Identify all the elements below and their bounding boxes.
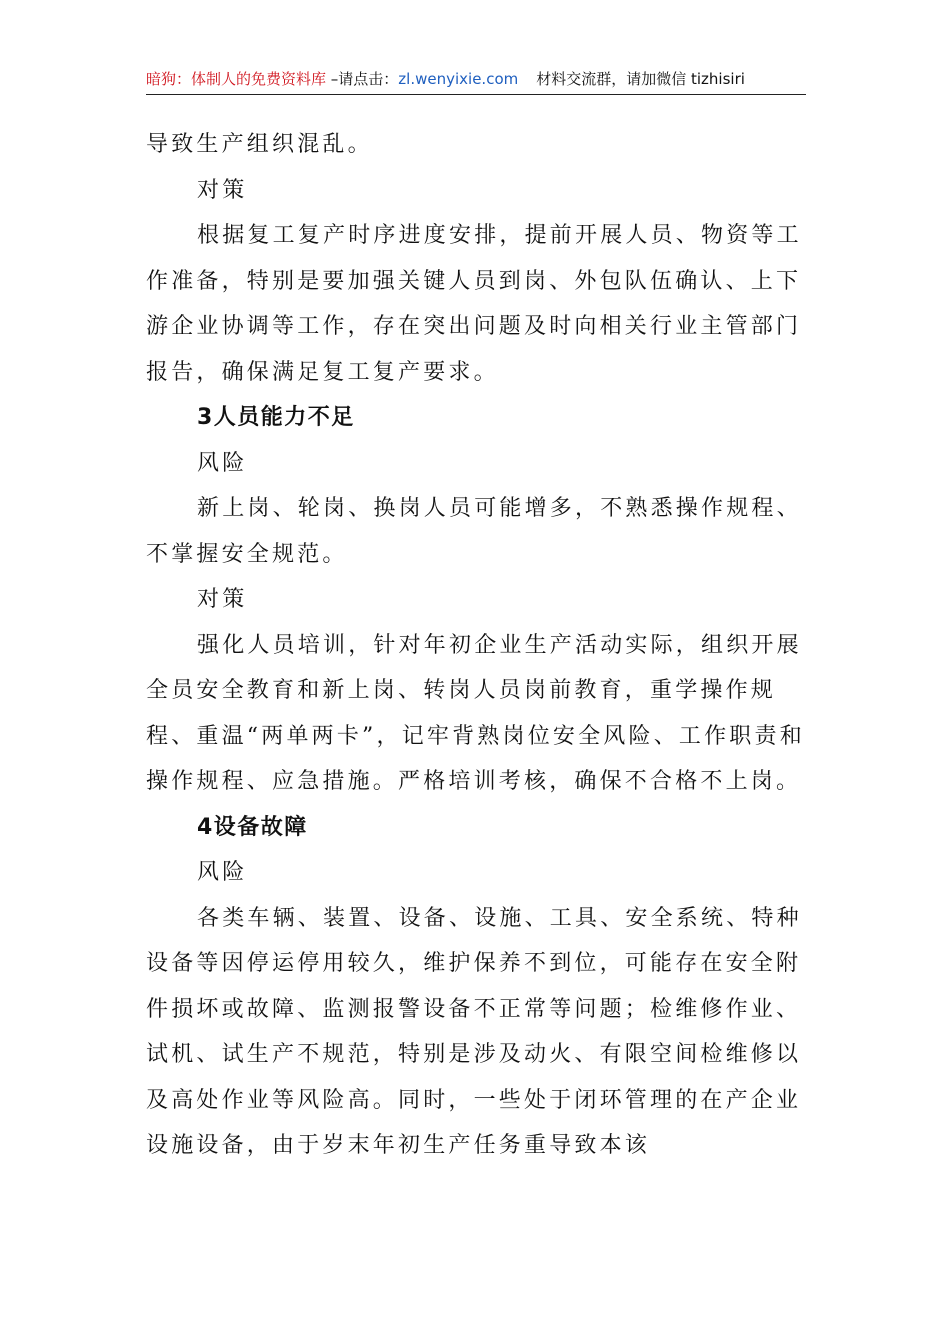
page-header — [146, 66, 806, 95]
paragraph: 根据复工复产时序进度安排，提前开展人员、物资等工作准备，特别是要加强关键人员到岗、外包队伍确认、上下游企业协调等工作，存在突出问题及时向相关行业主管部门报告，确保满足复工复产要求。 — [146, 223, 802, 385]
header-contact: 材料交流群，请加微信 tizhisiri — [536, 70, 745, 88]
header-brand: 暗狗：体制人的免费资料库 — [146, 70, 327, 88]
paragraph-continued: 导致生产组织混乱。 — [146, 132, 373, 157]
section-label-countermeasure: 对策 — [197, 587, 248, 612]
section-heading: 3人员能力不足 — [197, 405, 355, 430]
paragraph: 强化人员培训，针对年初企业生产活动实际，组织开展全员安全教育和新上岗、转岗人员岗前教育，重学操作规程、重温“两单两卡”，记牢背熟岗位安全风险、工作职责和操作规程、应急措施。严格培训考核，确保不合格不上岗。 — [146, 632, 805, 794]
document-body — [146, 122, 810, 1169]
section-label-risk: 风险 — [197, 860, 248, 885]
section-label-countermeasure: 对策 — [197, 177, 248, 203]
paragraph: 新上岗、轮岗、换岗人员可能增多，不熟悉操作规程、不掌握安全规范。 — [146, 496, 802, 567]
paragraph: 各类车辆、装置、设备、设施、工具、安全系统、特种设备等因停运停用较久，维护保养不到位，可能存在安全附件损坏或故障、监测报警设备不正常等问题；检维修作业、试机、试生产不规范，特别是涉及动火、有限空间检维修以及高处作业等风险高。同时，一些处于闭环管理的在产企业设施设备，由于岁末年初生产任务重导致本该 — [146, 905, 802, 1158]
section-heading: 4设备故障 — [197, 814, 308, 840]
section-label-risk: 风险 — [197, 450, 248, 476]
header-link[interactable]: zl.wenyixie.com — [398, 70, 519, 88]
header-prompt: –请点击： — [326, 70, 399, 88]
